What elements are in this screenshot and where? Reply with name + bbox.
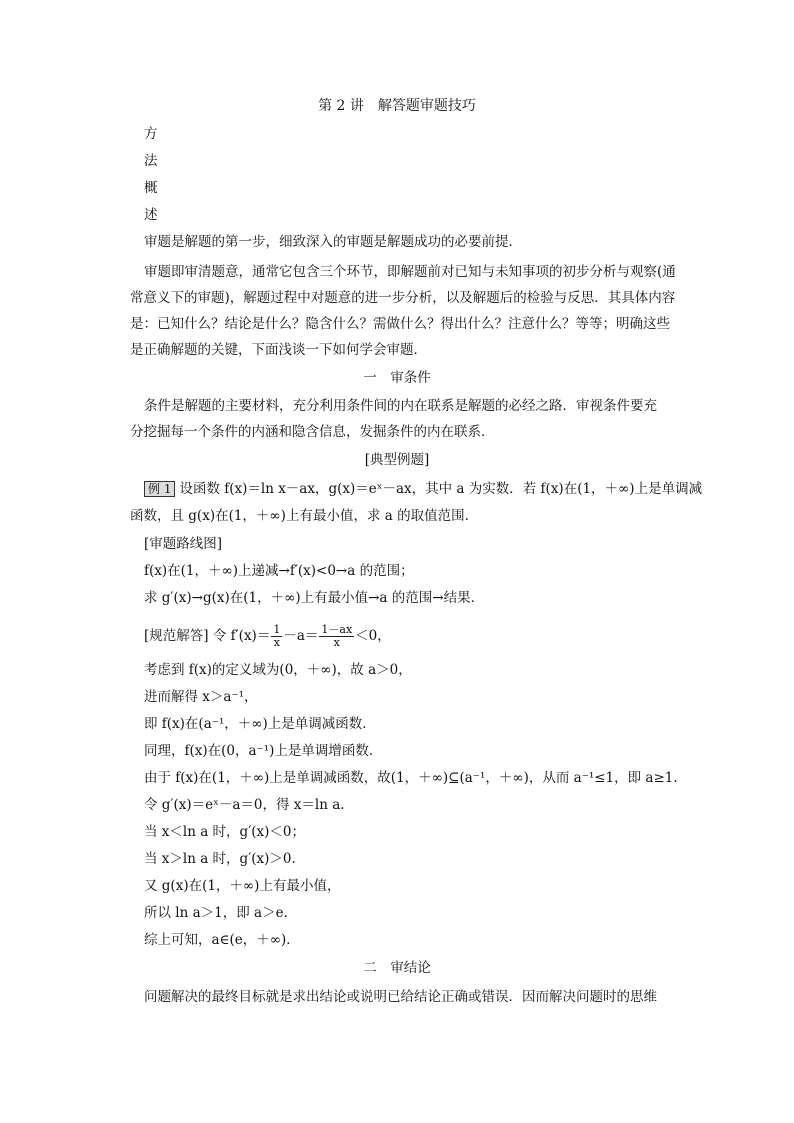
solution-label: [规范解答] 令 f′(x)＝ [144,628,271,644]
section-paragraph-line: 问题解决的最终目标就是求出结论或说明已给结论正确或错误．因而解决问题时的思维 [144,989,657,1005]
fraction-numerator: 1－ax [321,623,353,636]
solution-line: 由于 f(x)在(1，＋∞)上是单调减函数，故(1，＋∞)⊆(a⁻¹，＋∞)，从而 a⁻¹≤1，即 a≥1. [144,770,678,786]
section-heading-conclusion: 二 审结论 [363,960,431,976]
solution-line: 令 g′(x)＝eˣ－a＝0，得 x＝ln a. [144,797,345,813]
fraction-numerator: 1 [273,623,281,636]
example-line: 函数，且 g(x)在(1，＋∞)上有最小值，求 a 的取值范围． [130,508,479,524]
solution-line: 进而解得 x＞a⁻¹， [144,689,258,705]
heading-char: 法 [144,153,158,169]
example-text: 设函数 f(x)＝ln x－ax，g(x)＝eˣ－ax，其中 a 为实数．若 f(x)在(1，＋∞)上是单调减 [179,481,703,497]
page-title: 第 2 讲 解答题审题技巧 [318,98,476,114]
fraction [271,624,282,649]
solution-line: 考虑到 f(x)的定义域为(0，＋∞)，故 a＞0， [144,662,412,678]
heading-char: 概 [144,180,158,196]
solution-first-line [144,624,391,649]
route-step: f(x)在(1，＋∞)上递减→f′(x)<0→a 的范围； [144,563,414,579]
solution-line: 又 g(x)在(1，＋∞)上有最小值， [144,878,341,894]
section-heading-conditions: 一 审条件 [363,370,431,386]
heading-char: 述 [144,207,158,223]
solution-line: 当 x＜ln a 时，g′(x)＜0； [144,824,305,840]
route-label: [审题路线图] [144,536,223,552]
intro-paragraph-2-line: 是：已知什么？结论是什么？隐含什么？需做什么？得出什么？注意什么？等等；明确这些 [130,316,670,332]
fraction [319,624,354,649]
section-paragraph-line: 条件是解题的主要材料，充分利用条件间的内在联系是解题的必经之路．审视条件要充 [144,398,657,414]
fraction-denominator: x [273,636,280,649]
solution-text: ＜0， [355,628,391,644]
example-badge: 例 1 [144,481,175,497]
solution-text: －a＝ [283,628,319,644]
example-line [144,481,702,497]
typical-examples-label: [典型例题] [364,452,430,468]
solution-line: 当 x＞ln a 时，g′(x)＞0. [144,851,296,867]
intro-paragraph-2-line: 常意义下的审题)，解题过程中对题意的进一步分析，以及解题后的检验与反思．其具体内容 [130,290,676,306]
solution-line: 同理，f(x)在(0，a⁻¹)上是单调增函数． [144,743,383,759]
intro-paragraph-1: 审题是解题的第一步，细致深入的审题是解题成功的必要前提． [144,234,522,250]
route-step: 求 g′(x)→g(x)在(1，＋∞)上有最小值→a 的范围→结果． [144,590,485,606]
fraction-denominator: x [333,636,340,649]
intro-paragraph-2-line: 是正确解题的关键，下面浅谈一下如何学会审题． [130,342,427,358]
solution-line: 所以 ln a＞1，即 a＞e. [144,905,288,921]
solution-line: 综上可知，a∈(e，＋∞)． [144,932,300,948]
section-paragraph-line: 分挖掘每一个条件的内涵和隐含信息，发掘条件的内在联系． [130,424,495,440]
solution-line: 即 f(x)在(a⁻¹，＋∞)上是单调减函数． [144,716,376,732]
heading-char: 方 [144,126,158,142]
intro-paragraph-2-line: 审题即审清题意，通常它包含三个环节，即解题前对已知与未知事项的初步分析与观察(通 [144,264,676,280]
